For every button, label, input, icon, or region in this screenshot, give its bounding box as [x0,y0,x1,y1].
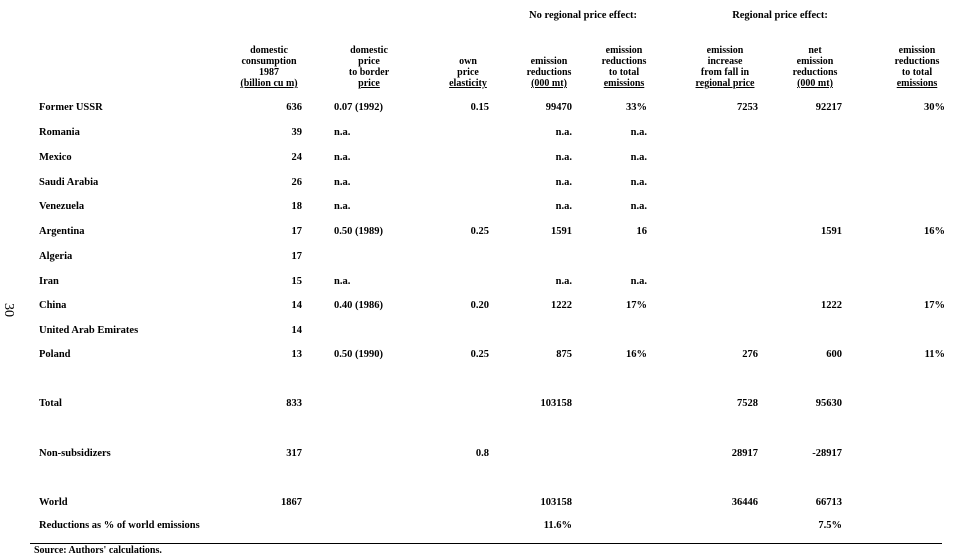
column-header-line: price [358,56,380,67]
table-cell: 17 [291,226,302,237]
table-cell: 14 [291,300,302,311]
row-label: Venezuela [39,201,85,212]
table-cell: 0.15 [470,102,489,113]
group-header-regional: Regional price effect: [732,10,828,21]
table-cell: 7.5% [818,520,842,531]
table-cell: n.a. [555,152,572,163]
table-cell: 99470 [545,102,572,113]
table-cell: 600 [826,349,842,360]
column-header-line: reductions [792,67,838,78]
table-cell: n.a. [630,177,647,188]
column-header [872,45,955,89]
table-cell: 0.50 (1989) [334,226,383,237]
table-cell: n.a. [630,276,647,287]
column-header-unit: regional price [695,78,755,89]
table-cell: 0.50 (1990) [334,349,383,360]
table-cell: 0.25 [470,226,489,237]
column-header-line: consumption [241,56,297,67]
row-label: United Arab Emirates [39,325,139,336]
column-header-unit: emissions [896,78,938,89]
table-cell: 875 [556,349,572,360]
row-label: Mexico [39,152,72,163]
table-cell: 30% [924,102,945,113]
table-cell: 16% [626,349,647,360]
column-header-line: emission [796,56,834,67]
table-cell: n.a. [334,127,351,138]
row-label: Romania [39,127,80,138]
column-header-line: price [457,67,479,78]
table-cell: n.a. [334,276,351,287]
table-cell: n.a. [630,127,647,138]
table-cell: 317 [286,448,302,459]
column-header-line: reductions [601,56,647,67]
column-header-line: emission [605,45,643,56]
column-header-line: emission [530,56,568,67]
table-cell: 66713 [815,497,842,508]
table-cell: 0.8 [475,448,489,459]
row-label: Reductions as % of world emissions [39,520,200,531]
column-header-line: net [808,45,822,56]
table-cell: 16% [924,226,945,237]
table-cell: 13 [291,349,302,360]
column-header-line: domestic [250,45,288,56]
column-header-line: increase [707,56,743,67]
table-cell: 15 [291,276,302,287]
row-label: China [39,300,67,311]
table-cell: 103158 [540,398,572,409]
column-header-line: to total [608,67,640,78]
column-header-line: to total [901,67,933,78]
table-cell: 39 [291,127,302,138]
table-cell: 1222 [551,300,572,311]
table-cell: 24 [291,152,302,163]
table-cell: 95630 [815,398,842,409]
column-header-line: 1987 [259,67,279,78]
table-cell: 636 [286,102,302,113]
table-cell: 7528 [737,398,758,409]
table-cell: 0.07 (1992) [334,102,383,113]
table-cell: n.a. [555,201,572,212]
table-cell: 1222 [821,300,842,311]
table-cell: 1867 [281,497,302,508]
column-header [324,45,414,89]
table-cell: 16 [636,226,647,237]
group-header-no-regional: No regional price effect: [529,10,637,21]
table-cell: 7253 [737,102,758,113]
table-cell: -28917 [812,448,842,459]
table-cell: 26 [291,177,302,188]
table-cell: n.a. [555,177,572,188]
page-number: 30 [1,303,16,317]
column-header-line: from fall in [700,67,750,78]
row-label: Algeria [39,251,73,262]
column-header-unit: (billion cu m) [240,78,298,89]
table-cell: n.a. [555,276,572,287]
table-cell: 18 [291,201,302,212]
row-label: Poland [39,349,71,360]
table-cell: 17% [924,300,945,311]
row-label: Non-subsidizers [39,448,111,459]
column-header-unit: price [358,78,380,89]
column-header-unit: emissions [603,78,645,89]
column-header-line: emission [706,45,744,56]
column-header-line: reductions [894,56,940,67]
table-cell: 1591 [551,226,572,237]
table-cell: 0.20 [470,300,489,311]
table-cell: 276 [742,349,758,360]
table-cell: n.a. [555,127,572,138]
table-cell: n.a. [630,201,647,212]
column-header [423,56,513,89]
table-cell: 92217 [815,102,842,113]
table-cell: 0.25 [470,349,489,360]
column-header [770,45,860,89]
column-header-unit: (000 mt) [797,78,833,89]
row-label: Former USSR [39,102,103,113]
table-cell: 33% [626,102,647,113]
row-label: Argentina [39,226,85,237]
column-header-line: to border [348,67,390,78]
source-note: Source: Authors' calculations. [34,545,162,556]
column-header-unit: (000 mt) [531,78,567,89]
bottom-rule [30,543,942,544]
column-header [224,45,314,89]
table-cell: 833 [286,398,302,409]
column-header-unit: elasticity [449,78,487,89]
table-cell: 103158 [540,497,572,508]
table-cell: 28917 [731,448,758,459]
row-label: Saudi Arabia [39,177,99,188]
column-header [579,45,669,89]
table-cell: n.a. [334,177,351,188]
table-cell: 11% [924,349,945,360]
table-cell: n.a. [334,201,351,212]
table-cell: 0.40 (1986) [334,300,383,311]
column-header-line: reductions [526,67,572,78]
table-cell: n.a. [630,152,647,163]
row-label: World [39,497,68,508]
table-cell: 1591 [821,226,842,237]
column-header-line: own [459,56,477,67]
row-label: Iran [39,276,59,287]
table-cell: 11.6% [543,520,572,531]
column-header [680,45,770,89]
column-header-line: emission [898,45,936,56]
column-header-line: domestic [350,45,388,56]
table-cell: 17 [291,251,302,262]
row-label: Total [39,398,62,409]
table-cell: 14 [291,325,302,336]
table-cell: n.a. [334,152,351,163]
table-cell: 17% [626,300,647,311]
table-cell: 36446 [731,497,758,508]
